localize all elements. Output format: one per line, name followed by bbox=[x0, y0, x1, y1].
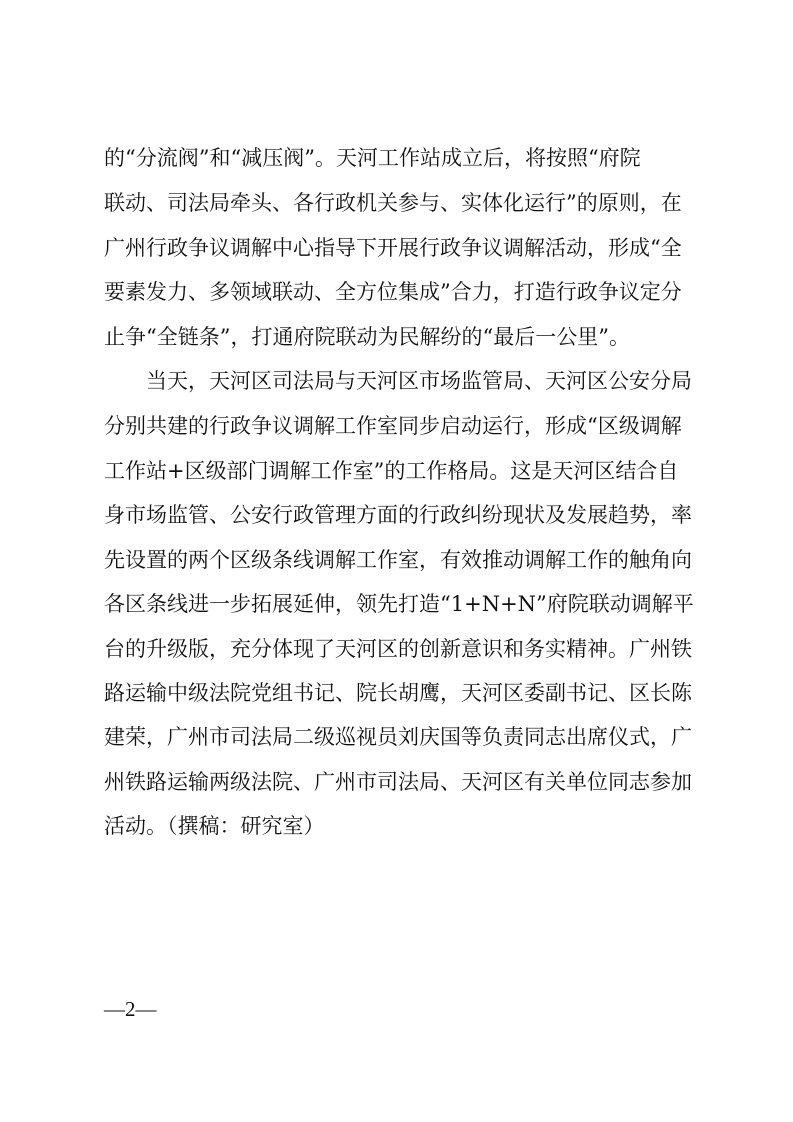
paragraph-2-line-3: 工作站+区级部门调解工作室”的工作格局。这是天河区结合自 bbox=[104, 459, 679, 483]
paragraph-2-line-5: 先设置的两个区级条线调解工作室，有效推动调解工作的触角向 bbox=[104, 548, 692, 572]
paragraph-2-line-10: 州铁路运输两级法院、广州市司法局、天河区有关单位同志参加 bbox=[104, 770, 692, 794]
paragraph-2-line-1: 当天，天河区司法局与天河区市场监管局、天河区公安分局 bbox=[146, 369, 692, 393]
page-number: —2— bbox=[104, 997, 157, 1021]
paragraph-2-line-6: 各区条线进一步拓展延伸，领先打造“1+N+N”府院联动调解平 bbox=[104, 592, 694, 616]
paragraph-2-line-11: 活动。（撰稿：研究室） bbox=[104, 814, 325, 838]
paragraph-2-line-2: 分别共建的行政争议调解工作室同步启动运行，形成“区级调解 bbox=[104, 414, 682, 438]
paragraph-1-line-2: 联动、司法局牵头、各行政机关参与、实体化运行”的原则，在 bbox=[104, 191, 682, 215]
paragraph-2-line-7: 台的升级版，充分体现了天河区的创新意识和务实精神。广州铁 bbox=[104, 637, 692, 661]
paragraph-1-line-5: 止争“全链条”，打通府院联动为民解纷的“最后一公里”。 bbox=[104, 325, 630, 349]
paragraph-2-line-8: 路运输中级法院党组书记、院长胡鹰，天河区委副书记、区长陈 bbox=[104, 681, 692, 705]
paragraph-1-line-4: 要素发力、多领域联动、全方位集成”合力，打造行政争议定分 bbox=[104, 280, 682, 304]
paragraph-2-line-4: 身市场监管、公安行政管理方面的行政纠纷现状及发展趋势，率 bbox=[104, 503, 692, 527]
paragraph-1-line-1: 的“分流阀”和“减压阀”。天河工作站成立后，将按照“府院 bbox=[104, 146, 641, 170]
paragraph-1-line-3: 广州行政争议调解中心指导下开展行政争议调解活动，形成“全 bbox=[104, 236, 682, 260]
paragraph-2-line-9: 建荣，广州市司法局二级巡视员刘庆国等负责同志出席仪式，广 bbox=[104, 725, 692, 749]
